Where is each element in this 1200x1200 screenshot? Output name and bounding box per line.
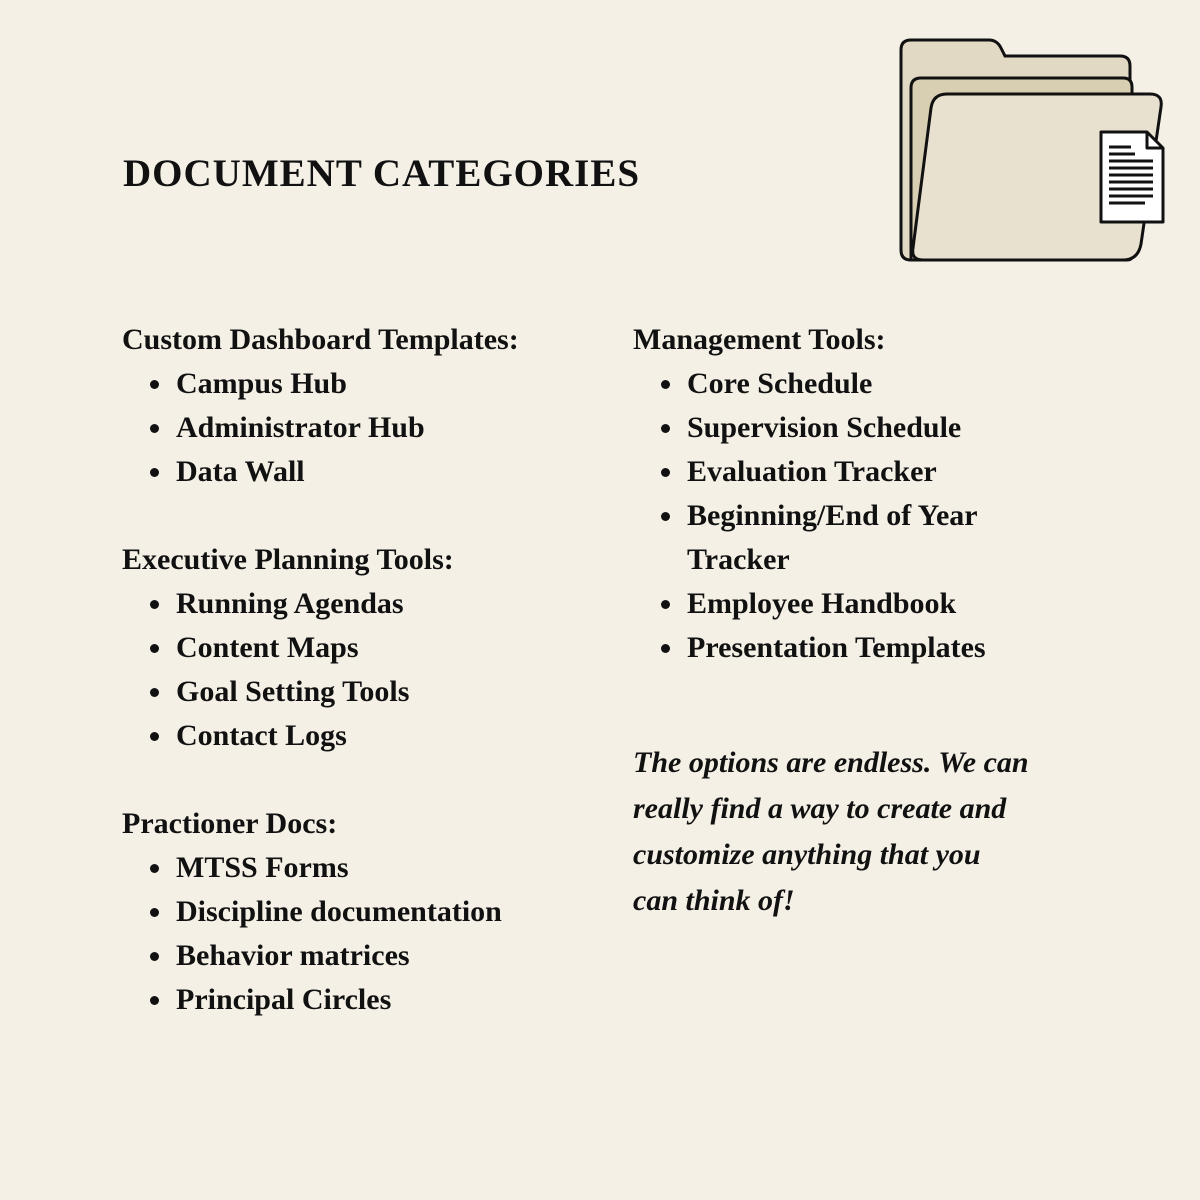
list-item bbox=[122, 714, 602, 758]
right-column bbox=[633, 318, 1073, 924]
section-practioner-docs bbox=[122, 802, 602, 1022]
list-item bbox=[122, 626, 602, 670]
section-executive-planning-tools bbox=[122, 538, 602, 758]
list-item bbox=[633, 450, 1073, 494]
section-heading: Custom Dashboard Templates: bbox=[122, 323, 519, 356]
list-item-label: Administrator Hub bbox=[176, 411, 425, 444]
list-item bbox=[122, 582, 602, 626]
list-item bbox=[122, 890, 602, 934]
list-item-label: Core Schedule bbox=[687, 367, 873, 400]
list-item-label: Beginning/End of Year Tracker bbox=[687, 499, 978, 576]
bullet-icon bbox=[150, 644, 159, 653]
bullet-icon bbox=[150, 996, 159, 1005]
document-icon bbox=[1101, 132, 1163, 222]
bullet-icon bbox=[150, 864, 159, 873]
bullet-icon bbox=[150, 380, 159, 389]
bullet-icon bbox=[661, 512, 670, 521]
list-item bbox=[633, 582, 1073, 626]
list-item-label: Employee Handbook bbox=[687, 587, 957, 620]
section-custom-dashboard-templates bbox=[122, 318, 602, 494]
list-item-label: Behavior matrices bbox=[176, 939, 410, 972]
list-item bbox=[633, 626, 1073, 670]
bullet-icon bbox=[661, 424, 670, 433]
list-item-label: Evaluation Tracker bbox=[687, 455, 937, 488]
bullet-icon bbox=[150, 732, 159, 741]
folder-with-document-icon bbox=[895, 34, 1175, 270]
closing-note: The options are endless. We can really find a way to create and customize anything that you can think of! bbox=[633, 746, 1029, 917]
bullet-icon bbox=[150, 468, 159, 477]
list-item-label: Contact Logs bbox=[176, 719, 347, 752]
page-title: DOCUMENT CATEGORIES bbox=[123, 152, 641, 195]
list-item-label: Data Wall bbox=[176, 455, 305, 488]
list-item bbox=[633, 362, 1073, 406]
list-item-label: Discipline documentation bbox=[176, 895, 502, 928]
item-list bbox=[122, 846, 602, 1022]
item-list bbox=[633, 362, 1073, 670]
bullet-icon bbox=[661, 600, 670, 609]
bullet-icon bbox=[661, 644, 670, 653]
list-item bbox=[122, 362, 602, 406]
list-item bbox=[122, 978, 602, 1022]
bullet-icon bbox=[150, 908, 159, 917]
bullet-icon bbox=[150, 424, 159, 433]
bullet-icon bbox=[150, 600, 159, 609]
left-column bbox=[122, 318, 602, 1066]
list-item bbox=[633, 406, 1073, 450]
item-list bbox=[122, 582, 602, 758]
list-item-label: Content Maps bbox=[176, 631, 359, 664]
list-item bbox=[122, 934, 602, 978]
bullet-icon bbox=[661, 380, 670, 389]
list-item-label: MTSS Forms bbox=[176, 851, 349, 884]
list-item bbox=[122, 846, 602, 890]
list-item-label: Supervision Schedule bbox=[687, 411, 962, 444]
list-item bbox=[633, 494, 987, 582]
bullet-icon bbox=[661, 468, 670, 477]
list-item-label: Presentation Templates bbox=[687, 631, 986, 664]
section-heading: Executive Planning Tools: bbox=[122, 543, 454, 576]
list-item bbox=[122, 450, 602, 494]
bullet-icon bbox=[150, 688, 159, 697]
list-item-label: Campus Hub bbox=[176, 367, 347, 400]
list-item-label: Principal Circles bbox=[176, 983, 392, 1016]
section-heading: Practioner Docs: bbox=[122, 807, 338, 840]
list-item-label: Running Agendas bbox=[176, 587, 404, 620]
list-item bbox=[122, 670, 602, 714]
list-item bbox=[122, 406, 602, 450]
section-management-tools bbox=[633, 318, 1073, 670]
section-heading: Management Tools: bbox=[633, 323, 886, 356]
list-item-label: Goal Setting Tools bbox=[176, 675, 410, 708]
bullet-icon bbox=[150, 952, 159, 961]
item-list bbox=[122, 362, 602, 494]
